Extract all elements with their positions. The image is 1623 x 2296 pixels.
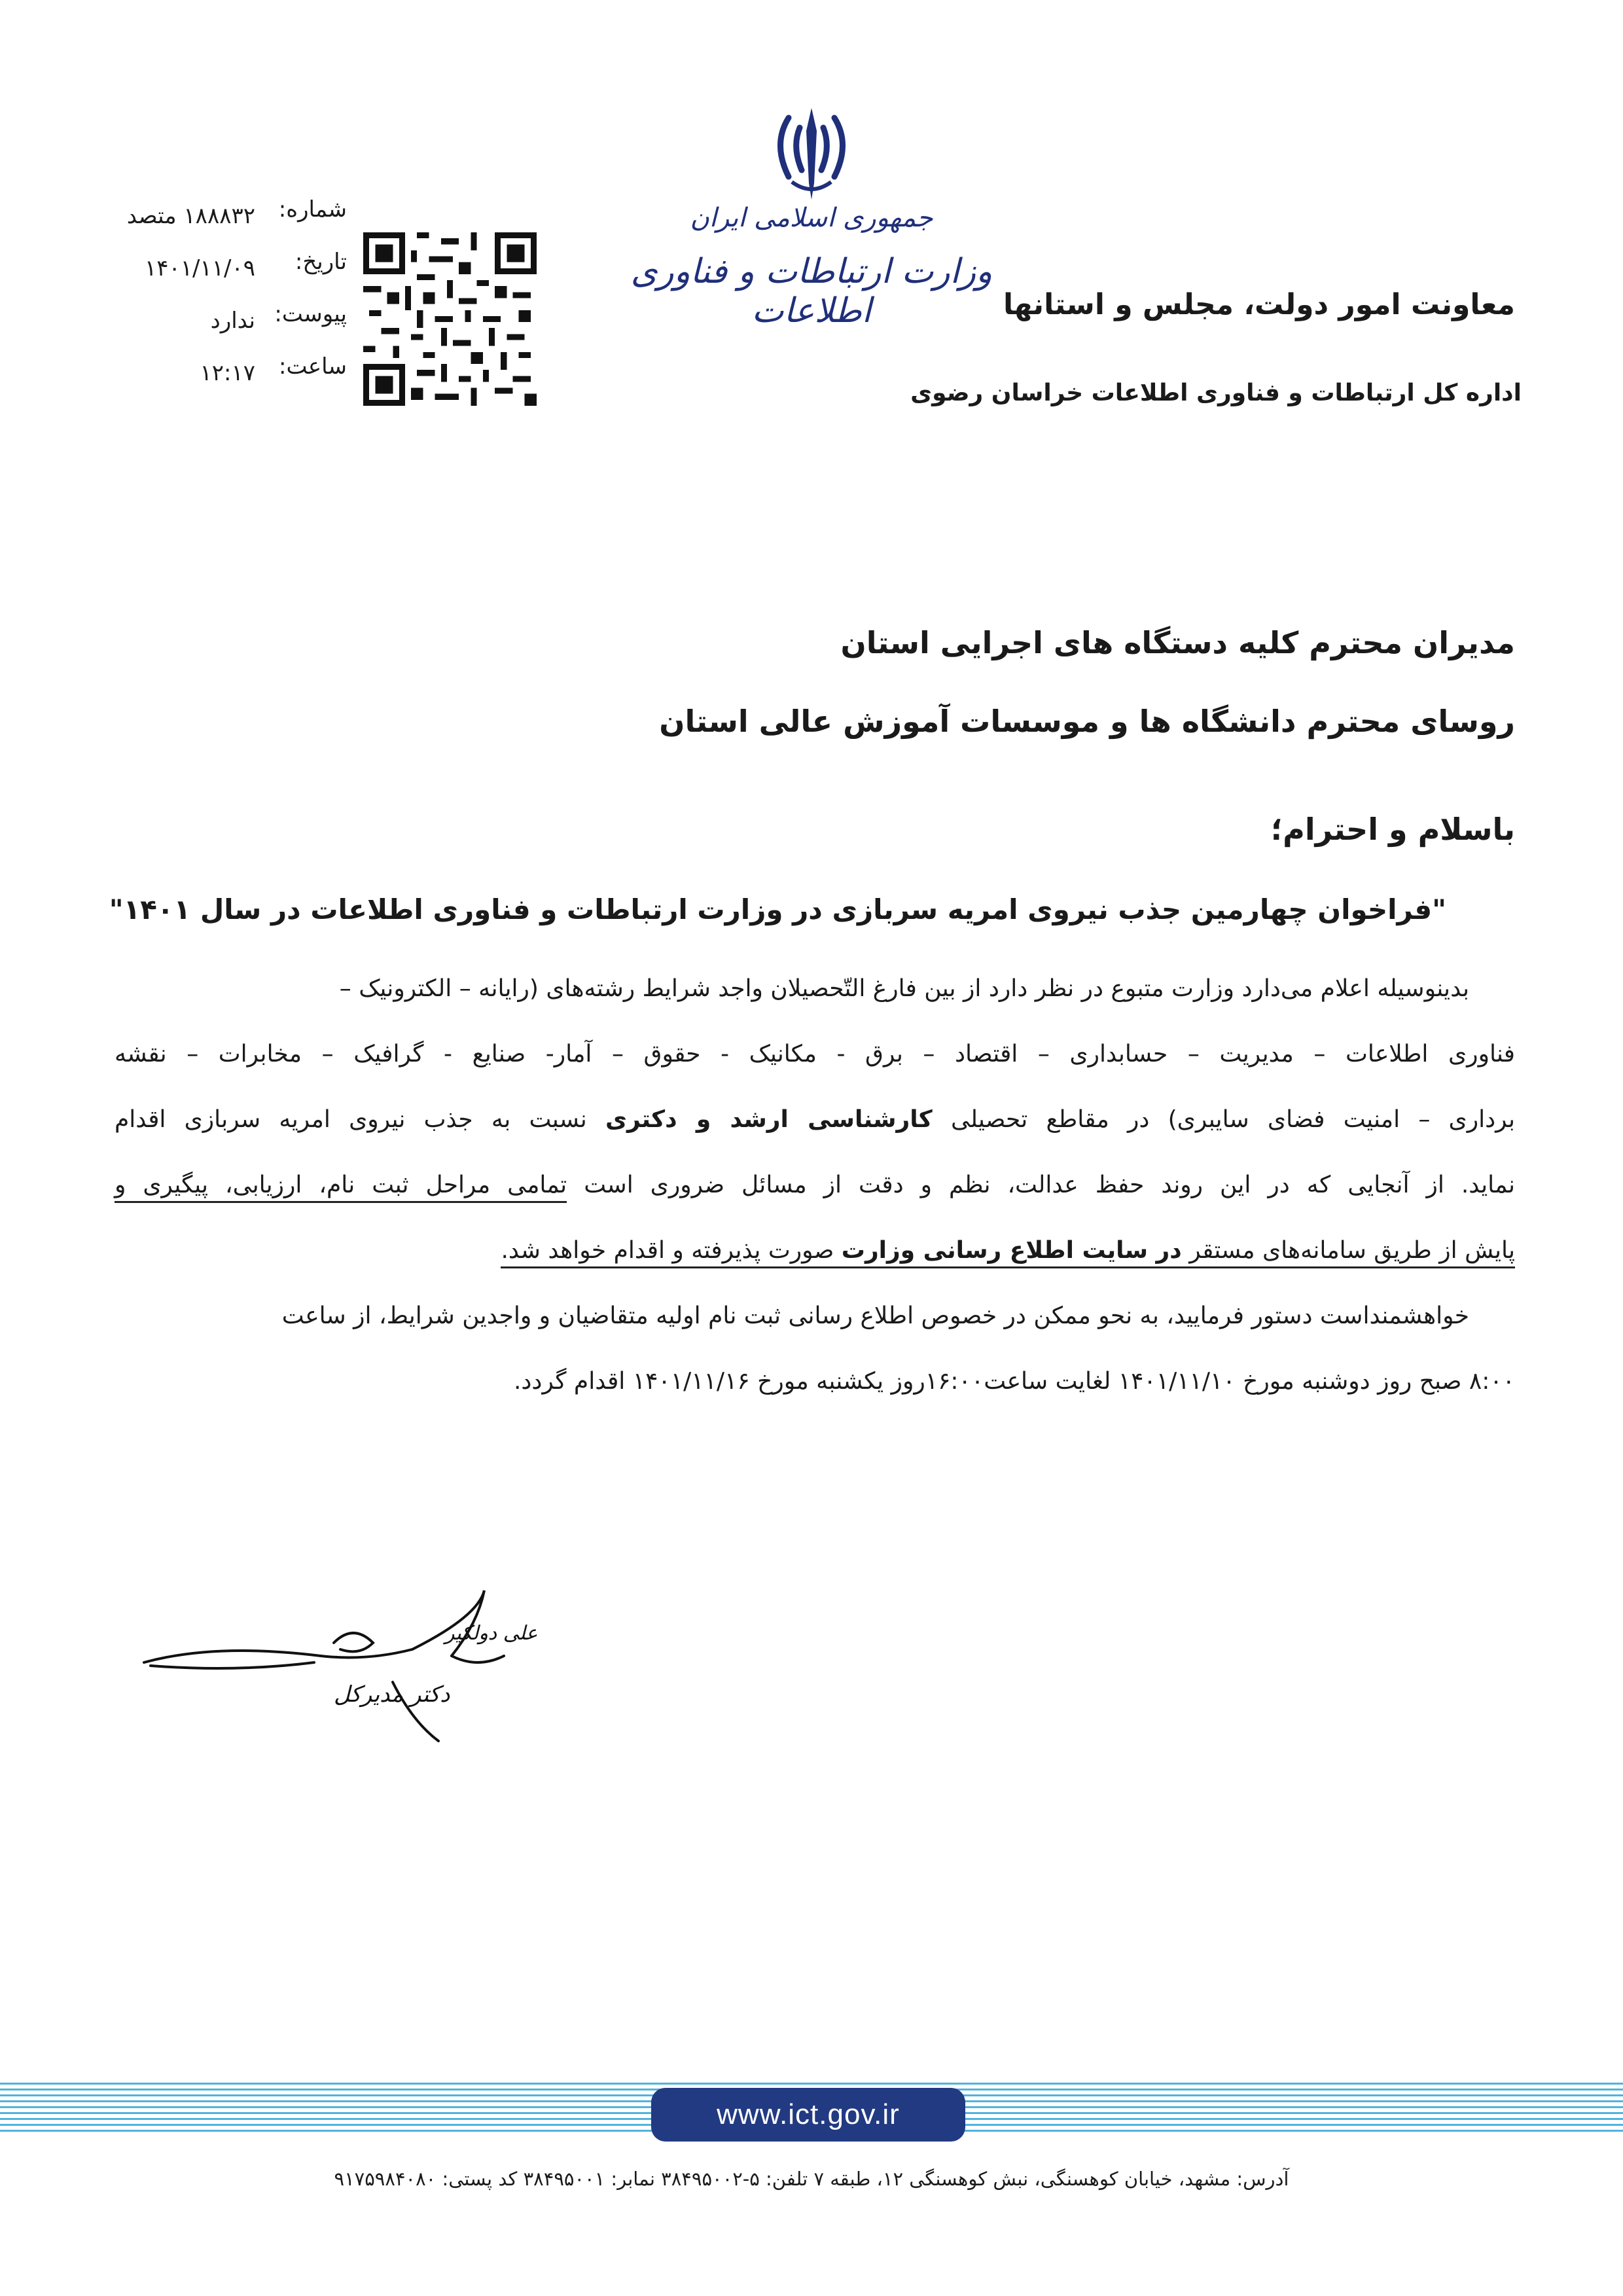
body-line-4b: تمامی مراحل ثبت نام، ارزیابی، پیگیری و	[115, 1172, 567, 1203]
date-label: تاریخ:	[294, 249, 347, 275]
recipient-1: مدیران محترم کلیه دستگاه های اجرایی استان	[840, 625, 1515, 660]
date-value: ۱۴۰۱/۱۱/۰۹	[144, 255, 255, 281]
qr-code-icon	[363, 232, 537, 406]
signature-name: علی دولکیر	[445, 1622, 538, 1645]
letter-meta	[46, 196, 347, 406]
body-line-2: فناوری اطلاعات – مدیریت – حسابداری – اقتصاد – برق - مکانیک - حقوق – آمار- صنایع - گرافیک – مخابرات – نقشه	[115, 1041, 1515, 1067]
body-line-3a: برداری – امنیت فضای سایبری) در مقاطع تحصیلی	[950, 1106, 1516, 1133]
website-url[interactable]: www.ict.gov.ir	[651, 2088, 965, 2142]
office-title: معاونت امور دولت، مجلس و استانها	[1003, 288, 1515, 321]
degree-highlight: کارشناسی ارشد و دکتری	[605, 1106, 933, 1133]
body-line-7: ۸:۰۰ صبح روز دوشنبه مورخ ۱۴۰۱/۱۱/۱۰ لغایت ساعت۱۶:۰۰روز یکشنبه مورخ ۱۴۰۱/۱۱/۱۶ اقدام گردد.	[513, 1368, 1515, 1395]
footer-address: آدرس: مشهد، خیابان کوهسنگی، نبش کوهسنگی ۱۲، طبقه ۷ تلفن: ۵-۳۸۴۹۵۰۰۲ نمابر: ۳۸۴۹۵۰۰۱ کد پستی: ۹۱۷۵۹۸۴۰۸۰	[334, 2168, 1289, 2190]
signature	[137, 1564, 538, 1761]
call-title: "فراخوان چهارمین جذب نیروی امریه سربازی در وزارت ارتباطات و فناوری اطلاعات در سال ۱۴۰۱"	[109, 893, 1446, 925]
republic-name: جمهوری اسلامی ایران	[690, 203, 933, 233]
iran-emblem-icon	[766, 105, 857, 203]
attachment-value: ندارد	[210, 308, 255, 334]
number-value: ۱۸۸۸۳۲ متصد	[126, 203, 255, 229]
office-subtitle: اداره کل ارتباطات و فناوری اطلاعات خراسان رضوی	[910, 380, 1522, 406]
number-label: شماره:	[278, 196, 347, 223]
body-line-3	[115, 1106, 1515, 1133]
meta-attachment	[46, 301, 347, 347]
body-line-5c: صورت پذیرفته و اقدام خواهد شد.	[501, 1237, 834, 1264]
meta-time	[46, 353, 347, 399]
body-line-3c: نسبت به جذب نیروی امریه سربازی اقدام	[115, 1106, 587, 1133]
body-line-4a: نماید. از آنجایی که در این روند حفظ عدالت، نظم و دقت از مسائل ضروری است	[584, 1172, 1515, 1198]
meta-number	[46, 196, 347, 242]
signature-title: دکتر مدیرکل	[334, 1681, 450, 1708]
time-value: ۱۲:۱۷	[200, 360, 255, 386]
body-line-4	[115, 1172, 1515, 1198]
attachment-label: پیوست:	[274, 301, 347, 327]
body-line-1: بدینوسیله اعلام می‌دارد وزارت متبوع در نظر دارد از بین فارغ التّحصیلان واجد شرایط رشته‌های (رایانه – الکترونیک –	[339, 975, 1469, 1002]
recipient-2: روسای محترم دانشگاه ها و موسسات آموزش عالی استان	[659, 704, 1515, 739]
greeting: باسلام و احترام؛	[1270, 812, 1515, 847]
meta-date	[46, 249, 347, 295]
body-line-6: خواهشمنداست دستور فرمایید، به نحو ممکن در خصوص اطلاع رسانی ثبت نام اولیه متقاضیان و واجدین شرایط، از ساعت	[281, 1302, 1469, 1329]
body-line-5a: پایش از طریق سامانه‌های مستقر	[1189, 1237, 1515, 1264]
body-line-5	[501, 1237, 1515, 1268]
ministry-name: وزارت ارتباطات و فناوری اطلاعات	[630, 252, 993, 331]
time-label: ساعت:	[279, 353, 347, 380]
website-highlight: در سایت اطلاع رسانی وزارت	[841, 1237, 1182, 1264]
